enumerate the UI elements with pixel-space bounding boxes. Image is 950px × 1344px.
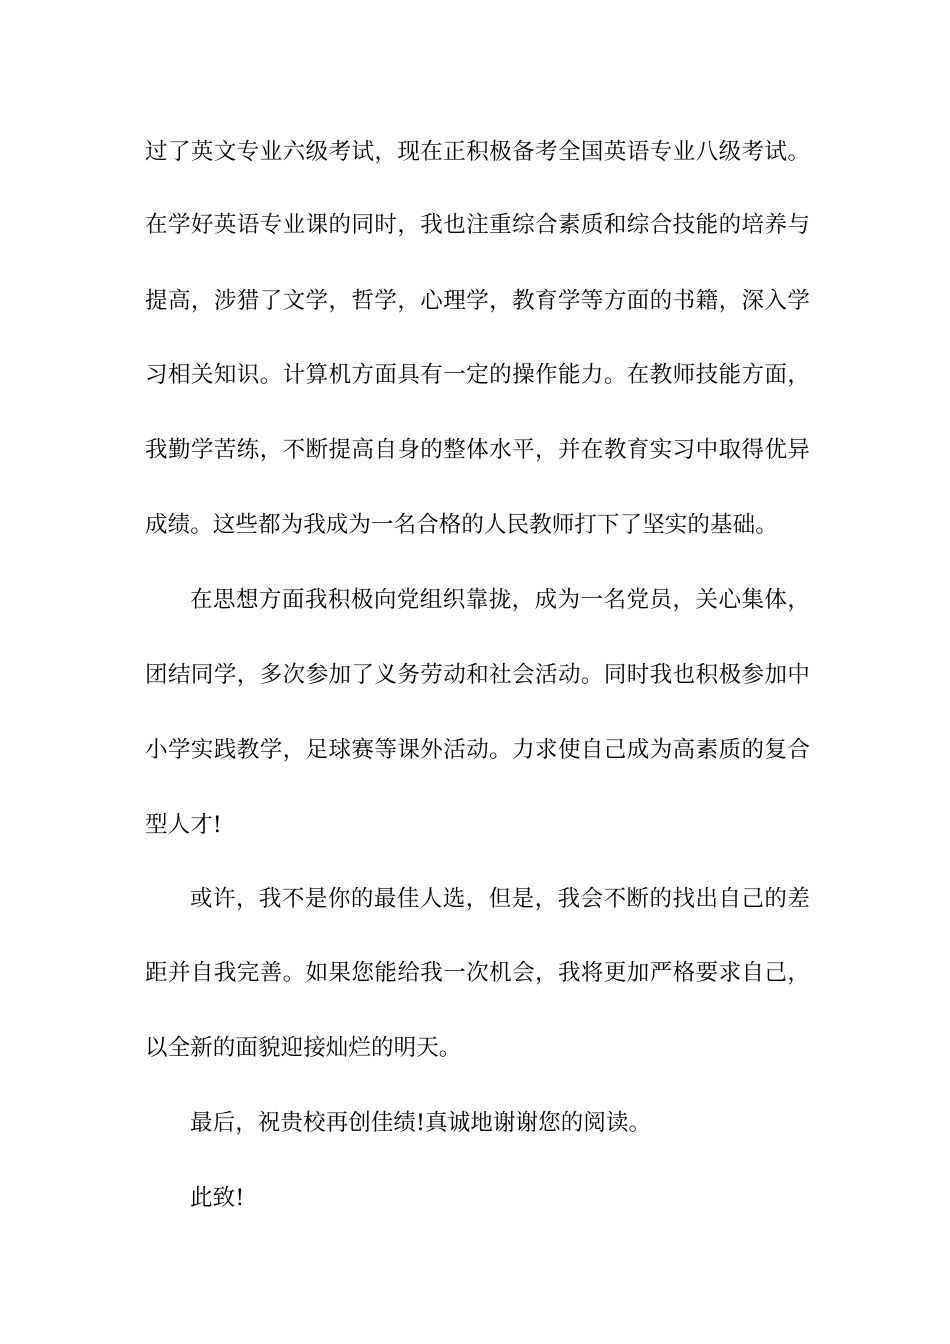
text-line: 在学好英语专业课的同时，我也注重综合素质和综合技能的培养与 bbox=[145, 212, 810, 238]
text-line: 距并自我完善。如果您能给我一次机会，我将更加严格要求自己， bbox=[145, 960, 810, 986]
paragraph-first-line: 或许，我不是你的最佳人选，但是，我会不断的找出自己的差 bbox=[190, 886, 810, 912]
text-line: 型人才! bbox=[145, 812, 222, 838]
text-line: 习相关知识。计算机方面具有一定的操作能力。在教师技能方面， bbox=[145, 362, 810, 388]
text-line: 提高，涉猎了文学，哲学，心理学，教育学等方面的书籍，深入学 bbox=[145, 288, 810, 314]
text-line: 成绩。这些都为我成为一名合格的人民教师打下了坚实的基础。 bbox=[145, 512, 778, 538]
text-line: 过了英文专业六级考试，现在正积极备考全国英语专业八级考试。 bbox=[145, 139, 810, 165]
salutation-line: 此致! bbox=[190, 1185, 245, 1211]
text-line: 团结同学，多次参加了义务劳动和社会活动。同时我也积极参加中 bbox=[145, 662, 810, 688]
paragraph-first-line: 在思想方面我积极向党组织靠拢，成为一名党员，关心集体， bbox=[190, 587, 810, 613]
text-line: 以全新的面貌迎接灿烂的明天。 bbox=[145, 1035, 462, 1061]
closing-wishes-line: 最后，祝贵校再创佳绩!真诚地谢谢您的阅读。 bbox=[190, 1110, 652, 1136]
text-line: 小学实践教学，足球赛等课外活动。力求使自己成为高素质的复合 bbox=[145, 737, 810, 763]
text-line: 我勤学苦练，不断提高自身的整体水平，并在教育实习中取得优异 bbox=[145, 437, 810, 463]
